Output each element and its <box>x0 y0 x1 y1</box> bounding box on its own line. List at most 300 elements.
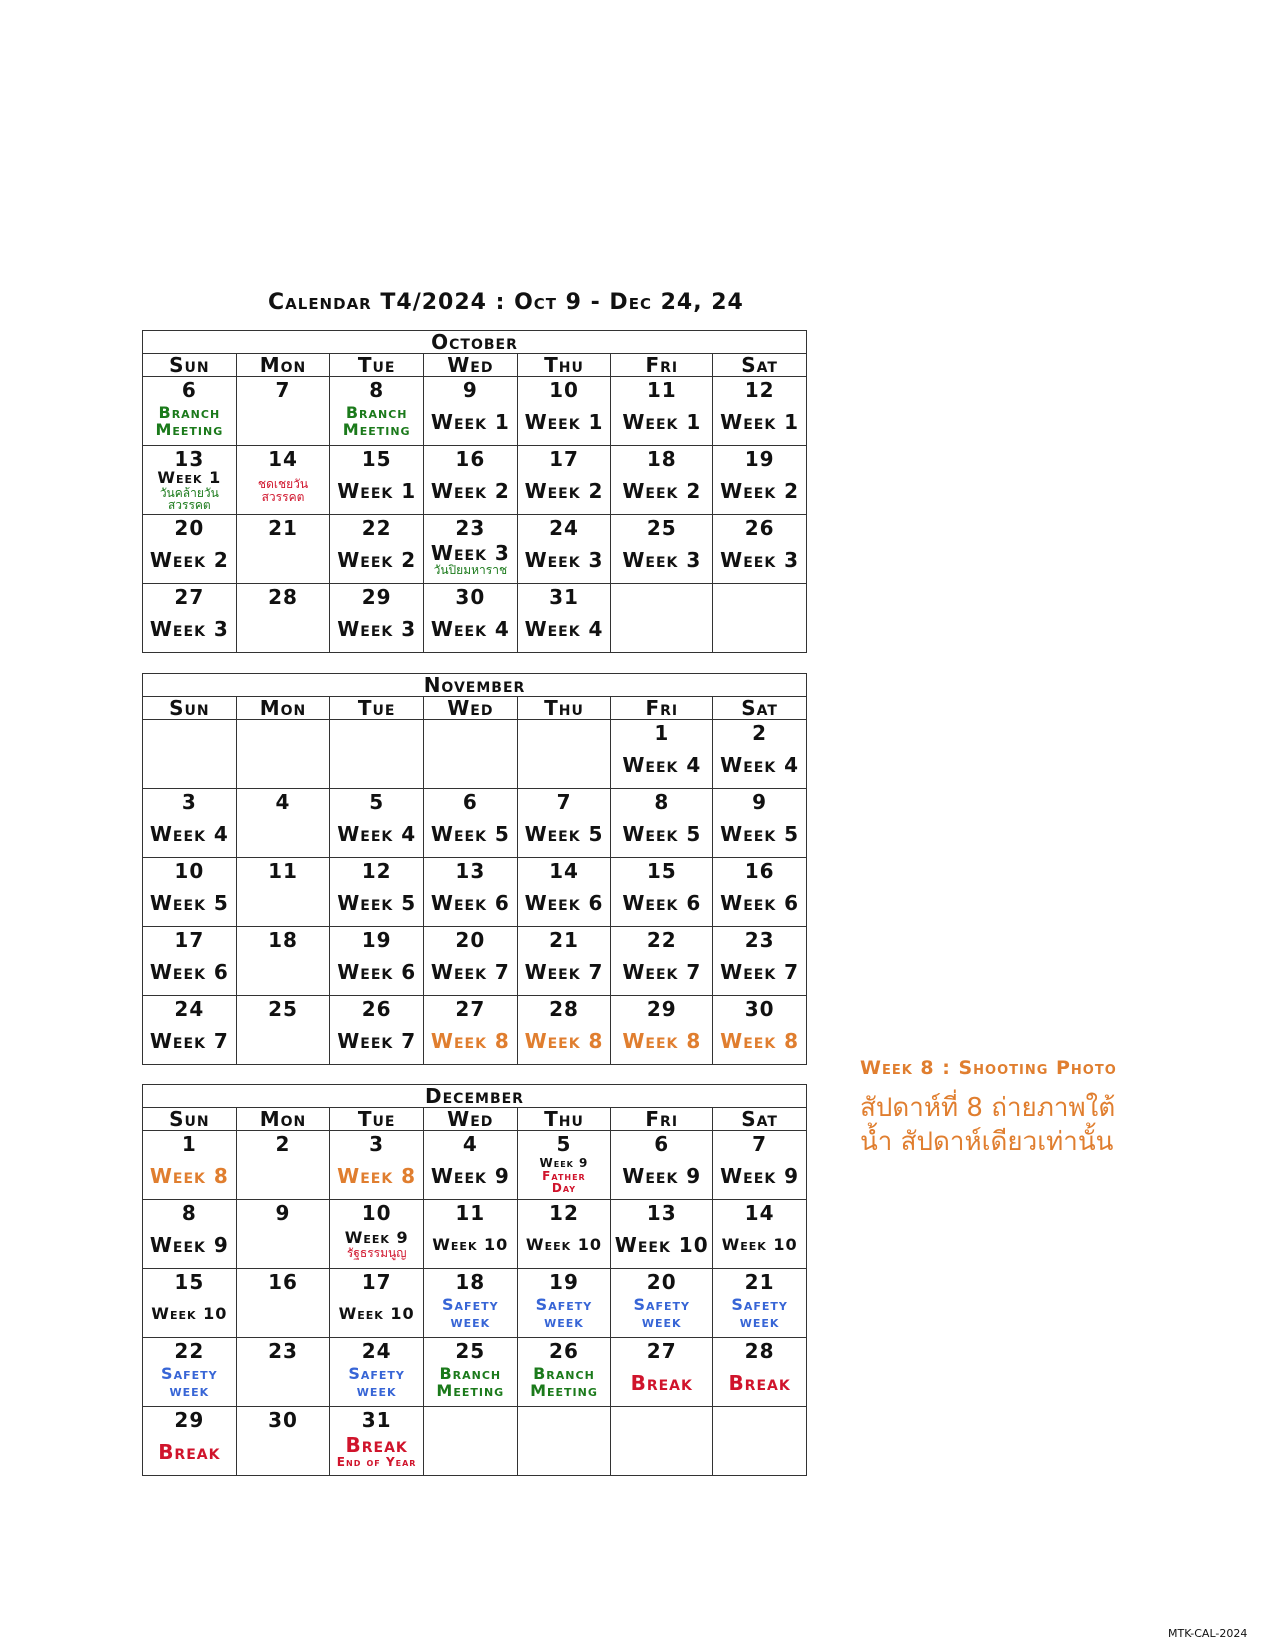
day-number: 25 <box>646 516 677 540</box>
day-header-fri: Fri <box>611 697 713 720</box>
event-label: วันปิยมหาราช <box>433 563 508 578</box>
day-header-thu: Thu <box>517 1108 611 1131</box>
day-header-wed: Wed <box>423 1108 517 1131</box>
day-events <box>713 881 806 925</box>
day-number: 13 <box>455 859 486 883</box>
day-events <box>713 1154 806 1198</box>
day-number: 12 <box>549 1201 579 1225</box>
day-number: 28 <box>549 997 579 1021</box>
day-events <box>237 723 330 767</box>
day-number: 13 <box>646 1201 677 1225</box>
day-cell <box>611 720 713 789</box>
day-events <box>424 723 517 767</box>
event-label: Week 6 <box>430 890 510 915</box>
day-number: 19 <box>361 928 392 952</box>
day-number: 5 <box>369 790 385 814</box>
day-cell <box>611 1338 713 1407</box>
day-events <box>143 881 236 925</box>
event-label: Week 5 <box>720 821 800 846</box>
event-label: Week 7 <box>430 959 510 984</box>
day-events <box>518 400 611 444</box>
day-events <box>143 723 236 767</box>
day-cell <box>330 377 424 446</box>
day-cell <box>143 720 237 789</box>
day-cell <box>611 1407 713 1476</box>
day-events <box>424 400 517 444</box>
day-number: 2 <box>275 1132 291 1156</box>
day-header-fri: Fri <box>611 1108 713 1131</box>
day-events <box>330 400 423 444</box>
day-number: 19 <box>744 447 775 471</box>
day-cell <box>611 789 713 858</box>
day-cell <box>713 446 807 515</box>
event-label: Meeting <box>530 1381 598 1400</box>
day-events <box>713 1292 806 1336</box>
event-label: Week 5 <box>149 890 229 915</box>
day-events <box>424 950 517 994</box>
day-number: 15 <box>361 447 392 471</box>
day-cell <box>330 1338 424 1407</box>
day-number: 6 <box>181 378 197 402</box>
document-code: MTK-CAL-2024 <box>1168 1627 1248 1640</box>
event-label: Father <box>542 1168 586 1183</box>
day-header-wed: Wed <box>424 354 518 377</box>
day-header-sat: Sat <box>713 354 807 377</box>
page-title: Calendar T4/2024 : Oct 9 - Dec 24, 24 <box>268 290 744 315</box>
day-cell <box>611 927 713 996</box>
day-cell <box>236 515 330 584</box>
event-label: Week 10 <box>151 1303 228 1323</box>
day-events <box>424 469 517 513</box>
day-events <box>518 950 611 994</box>
day-number: 11 <box>455 1201 486 1225</box>
day-events <box>518 1410 611 1454</box>
day-header-wed: Wed <box>424 697 518 720</box>
week-row <box>143 720 807 789</box>
day-number: 11 <box>646 378 677 402</box>
day-cell <box>713 1200 807 1269</box>
day-number: 9 <box>752 790 768 814</box>
day-number: 24 <box>549 516 579 540</box>
day-header-sat: Sat <box>713 1108 807 1131</box>
week-row <box>143 377 807 446</box>
day-cell <box>330 789 424 858</box>
day-cell <box>713 584 807 653</box>
day-number: 18 <box>646 447 677 471</box>
day-cell <box>143 446 237 515</box>
day-number: 10 <box>549 378 579 402</box>
month-table-november <box>142 673 807 1065</box>
day-number: 13 <box>174 447 205 471</box>
day-events <box>611 1292 712 1336</box>
week-row <box>143 584 807 653</box>
event-label: week <box>356 1381 397 1400</box>
day-cell <box>611 996 713 1065</box>
day-events <box>518 469 611 513</box>
event-label: Branch <box>533 1364 595 1384</box>
event-label: Week 7 <box>524 959 604 984</box>
event-label: Week 7 <box>149 1028 229 1053</box>
event-label: Safety <box>535 1295 593 1315</box>
event-label: Branch <box>345 403 408 423</box>
day-header-mon: Mon <box>236 354 330 377</box>
day-number: 16 <box>744 859 775 883</box>
event-label: Week 1 <box>157 468 222 487</box>
day-number: 28 <box>268 585 298 609</box>
event-label: Week 3 <box>149 616 229 641</box>
event-label: Week 7 <box>720 959 800 984</box>
event-label: วันคล้ายวันสวรรคต <box>159 485 219 513</box>
event-label: Week 8 <box>622 1028 702 1053</box>
day-number: 23 <box>744 928 775 952</box>
week-row <box>143 446 807 515</box>
day-cell <box>143 996 237 1065</box>
event-label: Week 8 <box>149 1163 229 1188</box>
event-label: Week 4 <box>337 821 417 846</box>
day-events <box>611 1019 712 1063</box>
day-events <box>424 812 517 856</box>
day-number: 18 <box>268 928 298 952</box>
day-events <box>237 812 330 856</box>
event-label: Safety <box>633 1295 690 1315</box>
day-events <box>424 1154 517 1198</box>
event-label: Week 3 <box>720 547 800 572</box>
day-cell <box>517 720 611 789</box>
day-cell <box>424 789 518 858</box>
day-number: 18 <box>455 1270 486 1294</box>
day-number: 4 <box>275 790 291 814</box>
day-number: 22 <box>646 928 677 952</box>
day-events <box>143 812 236 856</box>
day-number: 16 <box>268 1270 298 1294</box>
event-label: Safety <box>348 1364 405 1384</box>
day-number: 27 <box>646 1339 677 1363</box>
day-events <box>143 1292 236 1336</box>
day-number: 22 <box>361 516 392 540</box>
day-cell <box>236 789 330 858</box>
day-events <box>330 1292 423 1336</box>
day-cell <box>330 996 424 1065</box>
day-cell <box>424 858 518 927</box>
week-row <box>143 515 807 584</box>
day-events <box>330 469 423 513</box>
day-number: 7 <box>275 378 291 402</box>
event-label: Week 9 <box>539 1156 589 1171</box>
week-row <box>143 927 807 996</box>
day-header-sat: Sat <box>713 697 807 720</box>
event-label: Week 4 <box>720 752 800 777</box>
day-number: 29 <box>174 1408 205 1432</box>
day-number: 12 <box>361 859 392 883</box>
day-events <box>237 950 330 994</box>
day-events <box>330 1154 423 1198</box>
day-cell <box>424 515 518 584</box>
event-label: Week 2 <box>337 547 417 572</box>
day-number: 3 <box>181 790 197 814</box>
day-cell <box>330 927 424 996</box>
event-label: Week 1 <box>622 409 702 434</box>
week-row <box>143 1407 807 1476</box>
day-number: 20 <box>174 516 205 540</box>
day-cell <box>611 446 713 515</box>
event-label: Week 2 <box>622 478 702 503</box>
day-number: 30 <box>455 585 486 609</box>
day-events <box>518 1361 611 1405</box>
day-header-tue: Tue <box>330 1108 424 1131</box>
event-label: Week 10 <box>525 1234 602 1254</box>
day-events <box>237 881 330 925</box>
day-number: 3 <box>369 1132 385 1156</box>
day-events <box>143 1223 236 1267</box>
day-cell <box>143 515 237 584</box>
day-events <box>237 538 330 582</box>
day-cell <box>236 1131 330 1200</box>
day-header-sun: Sun <box>143 354 237 377</box>
day-number: 14 <box>268 447 298 471</box>
event-label: End of Year <box>336 1455 417 1470</box>
day-cell <box>236 996 330 1065</box>
day-cell <box>424 446 518 515</box>
day-events <box>611 469 712 513</box>
day-events <box>713 1410 806 1454</box>
day-number: 26 <box>744 516 775 540</box>
month-table-october <box>142 330 807 653</box>
day-events <box>611 400 712 444</box>
day-number: 16 <box>455 447 486 471</box>
day-cell <box>713 1269 807 1338</box>
day-cell <box>517 789 611 858</box>
day-cell <box>424 584 518 653</box>
event-label: Week 6 <box>720 890 800 915</box>
week-8-note <box>860 1057 1140 1159</box>
day-events <box>424 1410 517 1454</box>
event-label: Week 9 <box>344 1228 409 1248</box>
event-label: Week 7 <box>337 1028 417 1053</box>
day-cell <box>143 927 237 996</box>
event-label: Week 6 <box>149 959 229 984</box>
day-cell <box>236 1407 330 1476</box>
day-cell <box>517 1200 611 1269</box>
day-events <box>330 812 423 856</box>
event-label: Week 9 <box>149 1232 229 1257</box>
event-label: Break <box>630 1370 693 1395</box>
day-cell <box>517 858 611 927</box>
event-label: Day <box>551 1181 577 1196</box>
day-cell <box>143 789 237 858</box>
day-number: 9 <box>275 1201 291 1225</box>
day-events <box>237 1361 330 1405</box>
day-number: 15 <box>646 859 677 883</box>
day-number: 7 <box>752 1132 768 1156</box>
day-cell <box>611 584 713 653</box>
event-label: week <box>169 1381 210 1400</box>
day-cell <box>517 1269 611 1338</box>
day-cell <box>517 927 611 996</box>
event-label: week <box>544 1312 584 1331</box>
day-cell <box>330 515 424 584</box>
day-cell <box>517 584 611 653</box>
day-cell <box>236 927 330 996</box>
day-cell <box>423 1131 517 1200</box>
event-label: Safety <box>731 1295 788 1315</box>
day-cell <box>423 1338 517 1407</box>
day-cell <box>517 446 611 515</box>
day-events <box>330 1223 423 1267</box>
day-events <box>611 812 712 856</box>
week-8-note-thai: สัปดาห์ที่ 8 ถ่ายภาพใต้น้ำ สัปดาห์เดียวเท่านั้น <box>860 1093 1116 1157</box>
day-events <box>611 1410 712 1454</box>
day-events <box>518 1223 611 1267</box>
day-header-sun: Sun <box>143 1108 237 1131</box>
day-cell <box>143 858 237 927</box>
day-number: 21 <box>549 928 579 952</box>
day-cell <box>611 1200 713 1269</box>
day-number: 8 <box>369 378 385 402</box>
day-events <box>330 538 423 582</box>
day-cell <box>143 1407 237 1476</box>
event-label: Week 10 <box>432 1234 509 1254</box>
day-cell <box>236 1200 330 1269</box>
day-number: 30 <box>744 997 775 1021</box>
event-label: Week 4 <box>149 821 229 846</box>
event-label: Week 6 <box>622 890 702 915</box>
event-label: Week 9 <box>622 1163 702 1188</box>
day-cell <box>143 1269 237 1338</box>
event-label: Week 2 <box>524 478 604 503</box>
event-label: Week 10 <box>338 1303 415 1323</box>
day-events <box>713 812 806 856</box>
day-number: 22 <box>174 1339 205 1363</box>
day-number: 8 <box>654 790 670 814</box>
day-header-mon: Mon <box>236 697 330 720</box>
day-number: 7 <box>556 790 572 814</box>
day-cell <box>330 446 424 515</box>
day-cell <box>611 1269 713 1338</box>
day-number: 27 <box>174 585 205 609</box>
day-header-thu: Thu <box>517 697 611 720</box>
day-events <box>611 1223 712 1267</box>
day-events <box>713 950 806 994</box>
event-label: Week 4 <box>524 616 604 641</box>
day-events <box>424 1019 517 1063</box>
day-cell <box>423 1200 517 1269</box>
day-number: 24 <box>361 1339 392 1363</box>
day-cell <box>713 927 807 996</box>
day-cell <box>517 1338 611 1407</box>
day-events <box>518 881 611 925</box>
day-cell <box>143 1338 237 1407</box>
day-events <box>237 1154 330 1198</box>
event-label: Week 9 <box>720 1163 800 1188</box>
day-cell <box>713 515 807 584</box>
day-number: 17 <box>174 928 205 952</box>
day-events <box>424 881 517 925</box>
day-cell <box>517 1131 611 1200</box>
day-events <box>143 1430 236 1474</box>
event-label: Safety <box>161 1364 218 1384</box>
day-number: 2 <box>752 721 768 745</box>
day-number: 14 <box>549 859 579 883</box>
day-events <box>713 1223 806 1267</box>
day-cell <box>611 377 713 446</box>
event-label: Week 8 <box>337 1163 417 1188</box>
day-cell <box>611 515 713 584</box>
event-label: Week 7 <box>622 959 702 984</box>
day-cell <box>424 927 518 996</box>
event-label: Week 1 <box>337 478 417 503</box>
day-number: 29 <box>646 997 677 1021</box>
day-cell <box>713 996 807 1065</box>
day-number: 15 <box>174 1270 205 1294</box>
event-label: Week 1 <box>430 409 510 434</box>
day-events <box>424 538 517 582</box>
event-label: Week 2 <box>430 478 510 503</box>
event-label: Week 10 <box>721 1234 798 1254</box>
day-cell <box>236 377 330 446</box>
month-name: November <box>143 674 807 697</box>
day-cell <box>143 1200 237 1269</box>
day-number: 10 <box>361 1201 392 1225</box>
event-label: Week 2 <box>149 547 229 572</box>
day-events <box>330 1361 423 1405</box>
day-number: 21 <box>268 516 298 540</box>
day-cell <box>713 1407 807 1476</box>
day-events <box>330 1019 423 1063</box>
day-header-tue: Tue <box>330 354 424 377</box>
day-events <box>143 1361 236 1405</box>
day-cell <box>713 858 807 927</box>
day-cell <box>424 996 518 1065</box>
day-events <box>143 400 236 444</box>
day-number: 17 <box>549 447 579 471</box>
event-label: Week 3 <box>524 547 604 572</box>
day-number: 30 <box>268 1408 298 1432</box>
day-cell <box>423 1269 517 1338</box>
day-cell <box>424 377 518 446</box>
day-events <box>611 950 712 994</box>
day-cell <box>143 584 237 653</box>
event-label: Week 8 <box>720 1028 800 1053</box>
day-number: 23 <box>268 1339 298 1363</box>
day-number: 23 <box>455 516 486 540</box>
event-label: Week 5 <box>337 890 417 915</box>
day-header-mon: Mon <box>236 1108 330 1131</box>
event-label: Week 1 <box>720 409 800 434</box>
day-cell <box>611 858 713 927</box>
day-events <box>424 1361 517 1405</box>
day-number: 10 <box>174 859 205 883</box>
day-events <box>518 607 611 651</box>
day-events <box>424 607 517 651</box>
day-cell <box>424 720 518 789</box>
day-cell <box>713 720 807 789</box>
month-name: October <box>143 331 807 354</box>
day-events <box>713 469 806 513</box>
day-events <box>713 743 806 787</box>
event-label: Week 4 <box>430 616 510 641</box>
day-number: 6 <box>654 1132 670 1156</box>
event-label: Week 3 <box>337 616 417 641</box>
day-events <box>518 723 611 767</box>
day-number: 1 <box>654 721 670 745</box>
day-events <box>713 538 806 582</box>
event-label: Week 3 <box>430 541 510 566</box>
day-cell <box>236 584 330 653</box>
day-events <box>237 607 330 651</box>
event-label: Week 5 <box>622 821 702 846</box>
day-header-thu: Thu <box>517 354 611 377</box>
day-cell <box>330 720 424 789</box>
